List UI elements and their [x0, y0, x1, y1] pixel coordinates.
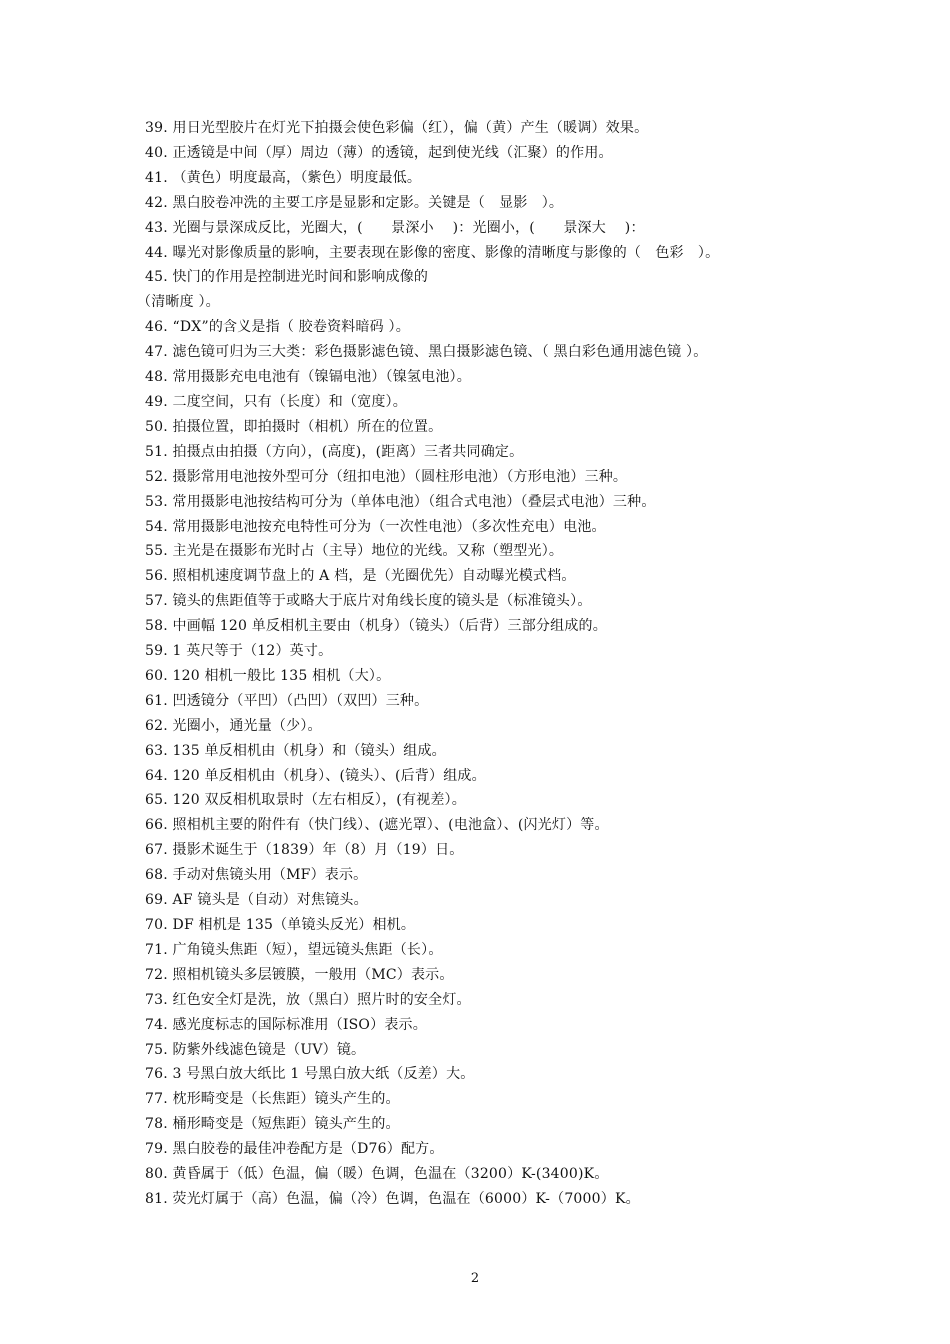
list-item: 53. 常用摄影电池按结构可分为（单体电池）（组合式电池）（叠层式电池）三种。	[145, 493, 656, 510]
list-item: 47. 滤色镜可归为三大类：彩色摄影滤色镜、黑白摄影滤色镜、（ 黑白彩色通用滤色镜 ）。	[145, 344, 708, 361]
list-item: 49. 二度空间，只有（长度）和（宽度）。	[145, 393, 407, 410]
list-item: 77. 枕形畸变是（长焦距）镜头产生的。	[145, 1091, 400, 1108]
list-item: 56. 照相机速度调节盘上的 A 档，是（光圈优先）自动曝光模式档。	[145, 568, 576, 585]
list-item: 58. 中画幅 120 单反相机主要由（机身）（镜头）（后背）三部分组成的。	[145, 618, 607, 635]
list-item: 68. 手动对焦镜头用（MF）表示。	[145, 867, 368, 884]
list-item: 55. 主光是在摄影布光时占（主导）地位的光线。又称（塑型光）。	[145, 543, 564, 560]
list-item: 75. 防紫外线滤色镜是（UV）镜。	[145, 1041, 366, 1058]
question-list	[137, 116, 845, 1212]
list-item: 41. （黄色）明度最高，（紫色）明度最低。	[145, 169, 422, 186]
list-item: 54. 常用摄影电池按充电特性可分为（一次性电池）（多次性充电）电池。	[145, 518, 606, 535]
list-item: 43. 光圈与景深成反比，光圈大，( 景深小 )：光圈小，( 景深大 )：	[145, 219, 645, 236]
list-item: 81. 荧光灯属于（高）色温，偏（冷）色调，色温在（6000）K-（7000）K。	[145, 1190, 640, 1207]
list-item: 40. 正透镜是中间（厚）周边（薄）的透镜，起到使光线（汇聚）的作用。	[145, 144, 613, 161]
list-item: 46. “DX”的含义是指（ 胶卷资料暗码 ）。	[145, 319, 410, 336]
list-item: 60. 120 相机一般比 135 相机（大）。	[145, 667, 391, 684]
list-item: 67. 摄影术诞生于（1839）年（8）月（19）日。	[145, 842, 464, 859]
list-item: 42. 黑白胶卷冲洗的主要工序是显影和定影。关键是（ 显影 ）。	[145, 194, 564, 211]
list-item: 59. 1 英尺等于（12）英寸。	[145, 643, 333, 660]
list-item: 48. 常用摄影充电电池有（镍镉电池）（镍氢电池）。	[145, 369, 471, 386]
list-item: 71. 广角镜头焦距（短），望远镜头焦距（长）。	[145, 941, 443, 958]
list-item: 66. 照相机主要的附件有（快门线）、(遮光罩）、(电池盒）、(闪光灯）等。	[145, 817, 609, 834]
list-item: 76. 3 号黑白放大纸比 1 号黑白放大纸（反差）大。	[145, 1066, 475, 1083]
list-item: 78. 桶形畸变是（短焦距）镜头产生的。	[145, 1116, 400, 1133]
list-item: 70. DF 相机是 135（单镜头反光）相机。	[145, 917, 416, 933]
list-item: 74. 感光度标志的国际标准用（ISO）表示。	[145, 1016, 427, 1033]
list-item: 61. 凹透镜分（平凹）（凸凹）（双凹）三种。	[145, 692, 429, 709]
list-item: 51. 拍摄点由拍摄（方向），(高度)，(距离）三者共同确定。	[145, 443, 524, 460]
list-item: 45. 快门的作用是控制进光时间和影响成像的	[145, 269, 429, 286]
list-item: 44. 曝光对影像质量的影响，主要表现在影像的密度、影像的清晰度与影像的（ 色彩 ）。	[145, 244, 720, 261]
list-item: 52. 摄影常用电池按外型可分（纽扣电池）（圆柱形电池）（方形电池）三种。	[145, 468, 628, 485]
list-item: 80. 黄昏属于（低）色温，偏（暖）色调，色温在（3200）K-(3400)K。	[145, 1166, 609, 1183]
list-item: 62. 光圈小，通光量（少）。	[145, 717, 322, 734]
list-item: 57. 镜头的焦距值等于或略大于底片对角线长度的镜头是（标准镜头）。	[145, 593, 592, 610]
list-item: 50. 拍摄位置，即拍摄时（相机）所在的位置。	[145, 418, 443, 435]
page-number: 2	[470, 1271, 480, 1286]
list-item: 69. AF 镜头是（自动）对焦镜头。	[145, 892, 368, 909]
list-item: 72. 照相机镜头多层镀膜，一般用（MC）表示。	[145, 966, 454, 983]
list-item: 39. 用日光型胶片在灯光下拍摄会使色彩偏（红），偏（黄）产生（暖调）效果。	[145, 120, 649, 136]
list-item-continuation: （清晰度 ）。	[137, 294, 220, 311]
list-item: 63. 135 单反相机由（机身）和（镜头）组成。	[145, 742, 446, 759]
list-item: 79. 黑白胶卷的最佳冲卷配方是（D76）配方。	[145, 1141, 444, 1158]
list-item: 64. 120 单反相机由（机身）、(镜头）、(后背）组成。	[145, 767, 486, 784]
list-item: 65. 120 双反相机取景时（左右相反），(有视差）。	[145, 792, 466, 809]
list-item: 73. 红色安全灯是洗，放（黑白）照片时的安全灯。	[145, 991, 471, 1008]
